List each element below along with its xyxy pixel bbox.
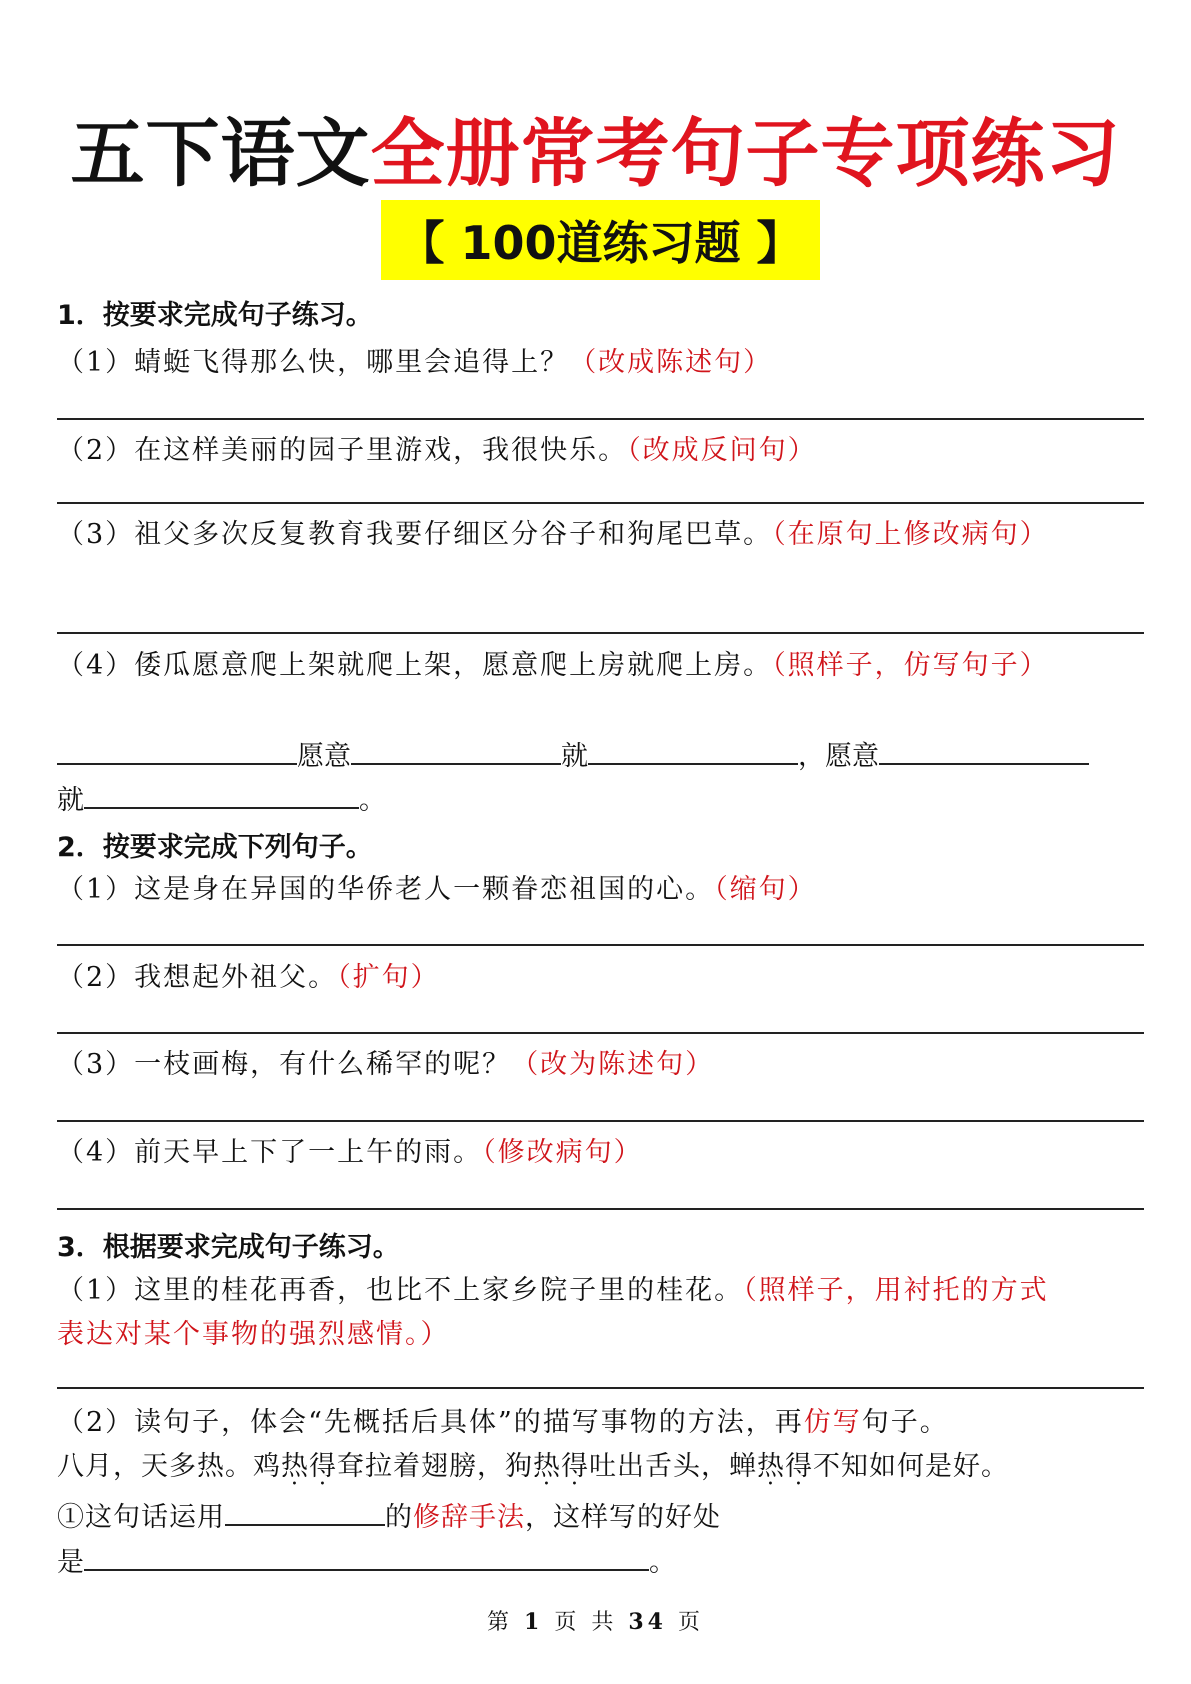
answer-line[interactable] — [57, 1387, 1144, 1389]
question-2-2 — [57, 955, 440, 994]
question-text: （2）我想起外祖父。 — [57, 962, 338, 993]
question-text: （3）祖父多次反复教育我要仔细区分谷子和狗尾巴草。 — [57, 519, 773, 550]
blank[interactable] — [57, 737, 297, 765]
question-requirement: （照样子，仿写句子） — [772, 650, 1049, 681]
question-2-4 — [57, 1130, 643, 1169]
question-keyword: 仿写 — [803, 1407, 862, 1438]
sub-question-1 — [57, 1495, 721, 1534]
footer-text: 第 — [487, 1610, 514, 1635]
answer-line[interactable] — [57, 944, 1144, 946]
question-text: ①这句话运用 — [57, 1502, 225, 1533]
question-text: （4）前天早上下了一上午的雨。 — [57, 1137, 483, 1168]
question-text: 的 — [385, 1502, 413, 1533]
question-1-4 — [57, 643, 1049, 682]
fill-word: 就 — [57, 785, 84, 816]
question-3-1 — [57, 1268, 1049, 1307]
question-1-2 — [57, 428, 817, 467]
emphasis-char: 热 — [533, 1451, 561, 1482]
page-number: 1 — [524, 1609, 544, 1635]
sample-text: 吐出舌头，蝉 — [589, 1451, 757, 1482]
page-footer — [0, 1605, 1191, 1636]
sample-sentence — [57, 1444, 1009, 1483]
fill-in-row — [57, 734, 1089, 773]
question-text: 是 — [57, 1547, 84, 1578]
question-requirement: （修改病句） — [482, 1137, 643, 1168]
question-keyword: 修辞手法 — [413, 1502, 525, 1533]
section-3-heading: 3．根据要求完成句子练习。 — [57, 1232, 400, 1263]
fill-word: 。 — [359, 785, 386, 816]
footer-text: 页 共 — [554, 1610, 618, 1635]
question-2-3 — [57, 1042, 714, 1081]
question-requirement: （改为陈述句） — [511, 1049, 715, 1080]
question-3-1-requirement-cont: 表达对某个事物的强烈感情。） — [57, 1319, 450, 1350]
fill-word: 愿意 — [297, 741, 351, 772]
footer-text: 页 — [677, 1610, 704, 1635]
question-text: ，这样写的好处 — [525, 1502, 721, 1533]
fill-word: 就 — [561, 741, 588, 772]
question-requirement: （改成陈述句） — [569, 347, 773, 378]
emphasis-char: 得 — [309, 1451, 337, 1482]
emphasis-char: 得 — [561, 1451, 589, 1482]
emphasis-char: 热 — [281, 1451, 309, 1482]
sample-text: 八月，天多热。鸡 — [57, 1451, 281, 1482]
question-text: （2）读句子，体会“先概括后具体”的描写事物的方法，再 — [57, 1407, 804, 1438]
blank[interactable] — [84, 1543, 649, 1571]
page-title — [0, 95, 1191, 201]
answer-line[interactable] — [57, 1208, 1144, 1210]
blank[interactable] — [879, 737, 1089, 765]
question-requirement: （缩句） — [714, 874, 817, 905]
question-text: （1）这是身在异国的华侨老人一颗眷恋祖国的心。 — [57, 874, 715, 905]
question-1-3 — [57, 512, 1049, 551]
answer-line[interactable] — [57, 502, 1144, 504]
question-requirement: （照样子，用衬托的方式 — [743, 1275, 1049, 1306]
blank[interactable] — [225, 1498, 385, 1526]
fill-word: ，愿意 — [798, 741, 879, 772]
section-2-heading: 2．按要求完成下列句子。 — [57, 832, 373, 863]
question-text: 句子。 — [861, 1407, 949, 1438]
answer-line[interactable] — [57, 632, 1144, 634]
question-requirement: （扩句） — [337, 962, 440, 993]
total-pages: 34 — [628, 1609, 667, 1635]
question-text: 。 — [649, 1547, 676, 1578]
question-text: （2）在这样美丽的园子里游戏，我很快乐。 — [57, 435, 628, 466]
answer-line[interactable] — [57, 1120, 1144, 1122]
emphasis-char: 热 — [757, 1451, 785, 1482]
question-1-1 — [57, 340, 772, 379]
sample-text: 不知如何是好。 — [813, 1451, 1009, 1482]
question-3-2 — [57, 1400, 949, 1439]
blank[interactable] — [351, 737, 561, 765]
answer-line[interactable] — [57, 418, 1144, 420]
question-text: （1）这里的桂花再香，也比不上家乡院子里的桂花。 — [57, 1275, 744, 1306]
title-black: 五下语文 — [70, 111, 371, 197]
question-2-1 — [57, 867, 817, 906]
question-text: （4）倭瓜愿意爬上架就爬上架，愿意爬上房就爬上房。 — [57, 650, 773, 681]
question-text: （1）蜻蜓飞得那么快，哪里会追得上？ — [57, 347, 570, 378]
section-1-heading: 1．按要求完成句子练习。 — [57, 300, 373, 331]
sub-question-1-cont — [57, 1540, 676, 1579]
blank[interactable] — [588, 737, 798, 765]
answer-line[interactable] — [57, 1032, 1144, 1034]
sample-text: 耷拉着翅膀，狗 — [337, 1451, 533, 1482]
question-text: （3）一枝画梅，有什么稀罕的呢？ — [57, 1049, 512, 1080]
emphasis-char: 得 — [785, 1451, 813, 1482]
question-requirement: （在原句上修改病句） — [772, 519, 1049, 550]
title-red: 全册常考句子专项练习 — [370, 111, 1121, 197]
question-requirement: （改成反问句） — [627, 435, 817, 466]
blank[interactable] — [84, 781, 359, 809]
question-count-badge: 【 100道练习题 】 — [381, 200, 820, 280]
fill-in-row-2 — [57, 778, 386, 817]
